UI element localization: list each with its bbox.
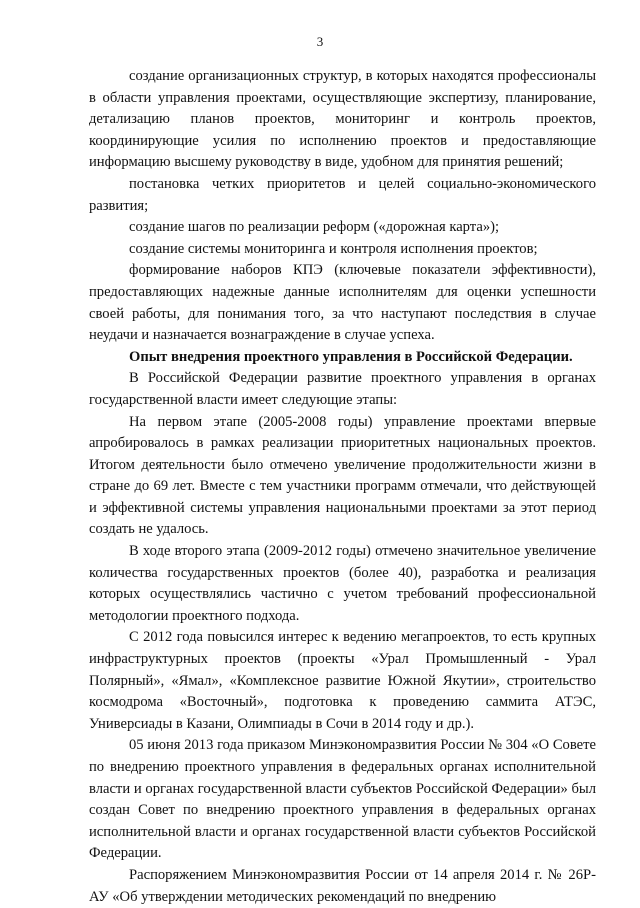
paragraph: Распоряжением Минэкономразвития России от 14 апреля 2014 г. № 26Р-АУ «Об утверждении методических рекомендаций по внедрению (89, 866, 596, 905)
paragraph: создание шагов по реализации реформ («дорожная карта»); (129, 219, 500, 236)
paragraph: формирование наборов КПЭ (ключевые показатели эффективности), предоставляющих надежные данные исполнителям для оценки успешности своей работы, для понимания того, за что наступают последствия в случае неудачи и назначается вознаграждение в случае успеха. (89, 262, 596, 344)
section-heading: Опыт внедрения проектного управления в Российской Федерации. (129, 348, 573, 365)
paragraph: С 2012 года повысился интерес к ведению мегапроектов, то есть крупных инфраструктурных проектов (проекты «Урал Промышленный - Урал Полярный», «Ямал», «Комплексное развитие Южной Якутии», строительство космодрома «Восточный», подготовка к проведению саммита АТЭС, Универсиады в Казани, Олимпиады в Сочи в 2014 году и др.). (89, 629, 596, 732)
paragraph: создание организационных структур, в которых находятся профессионалы в области управления проектами, осуществляющие экспертизу, планирование, детализацию планов проектов, мониторинг и контроль проектов, координирующие усилия по исполнению проектов и предоставляющие информацию высшему руководству в виде, удобном для принятия решений; (89, 68, 596, 171)
paragraph: В Российской Федерации развитие проектного управления в органах государственной власти имеет следующие этапы: (89, 370, 596, 408)
paragraph: В ходе второго этапа (2009-2012 годы) отмечено значительное увеличение количества государственных проектов (более 40), разработка и реализация которых осуществлялись частично с учетом требований профессиональной методологии проектного подхода. (89, 543, 596, 624)
page-number: 3 (316, 34, 324, 49)
document-body (89, 66, 596, 908)
paragraph: постановка четких приоритетов и целей социально-экономического развития; (89, 175, 596, 214)
paragraph: 05 июня 2013 года приказом Минэкономразвития России № 304 «О Совете по внедрению проектного управления в федеральных органах исполнительной власти и органах государственной власти субъектов Российской Федерации» был создан Совет по внедрению проектного управления в федеральных органах исполнительной власти и органах государственной власти субъектов Российской Федерации. (89, 737, 596, 862)
paragraph: создание системы мониторинга и контроля исполнения проектов; (129, 240, 538, 257)
paragraph: На первом этапе (2005-2008 годы) управление проектами впервые апробировалось в рамках реализации приоритетных национальных проектов. Итогом деятельности было отмечено увеличение продолжительности жизни в стране до 69 лет. Вместе с тем участники программ отмечали, что действующей и эффективной системы управления национальными проектами за этот период создать не удалось. (89, 413, 596, 538)
